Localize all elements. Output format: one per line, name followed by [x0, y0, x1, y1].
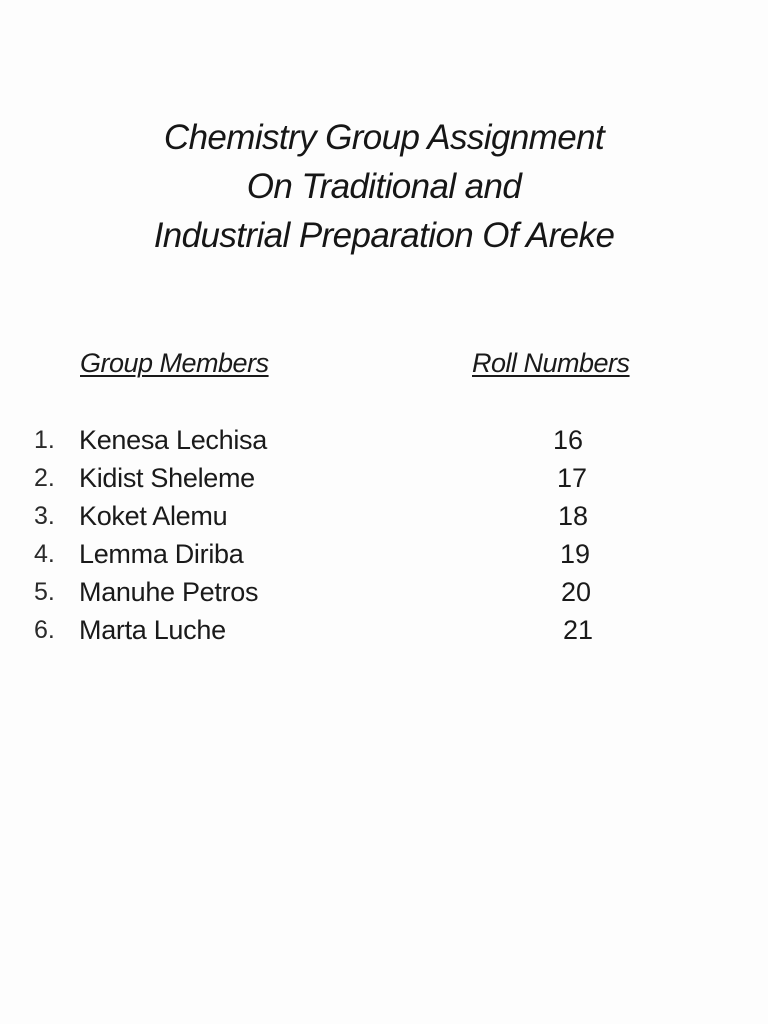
member-row	[0, 497, 768, 535]
member-roll-number: 20	[561, 577, 592, 607]
title-line: On Traditional and	[246, 167, 522, 206]
group-members-header: Group Members	[80, 348, 269, 378]
member-number: 6.	[34, 616, 55, 644]
member-name: Manuhe Petros	[79, 577, 259, 607]
member-roll-number: 17	[557, 463, 588, 493]
roll-numbers-header: Roll Numbers	[472, 348, 630, 378]
member-name: Marta Luche	[79, 615, 226, 645]
member-number: 3.	[34, 502, 55, 530]
member-roll-number: 18	[558, 501, 589, 531]
member-number: 1.	[34, 426, 55, 454]
member-number: 2.	[34, 464, 55, 492]
member-roll-number: 19	[560, 539, 591, 569]
member-row	[0, 573, 768, 611]
member-row	[0, 535, 768, 573]
members-list	[0, 421, 768, 649]
member-name: Lemma Diriba	[79, 539, 244, 569]
member-number: 5.	[34, 578, 55, 606]
member-row	[0, 611, 768, 649]
title-line: Chemistry Group Assignment	[163, 118, 605, 157]
member-roll-number: 16	[553, 425, 584, 455]
member-row	[0, 421, 768, 459]
member-number: 4.	[34, 540, 55, 568]
member-roll-number: 21	[563, 615, 594, 645]
title-line: Industrial Preparation Of Areke	[153, 216, 615, 255]
member-name: Kenesa Lechisa	[79, 425, 267, 455]
document-title	[0, 113, 768, 260]
member-name: Koket Alemu	[79, 501, 228, 531]
member-row	[0, 459, 768, 497]
member-name: Kidist Sheleme	[79, 463, 255, 493]
